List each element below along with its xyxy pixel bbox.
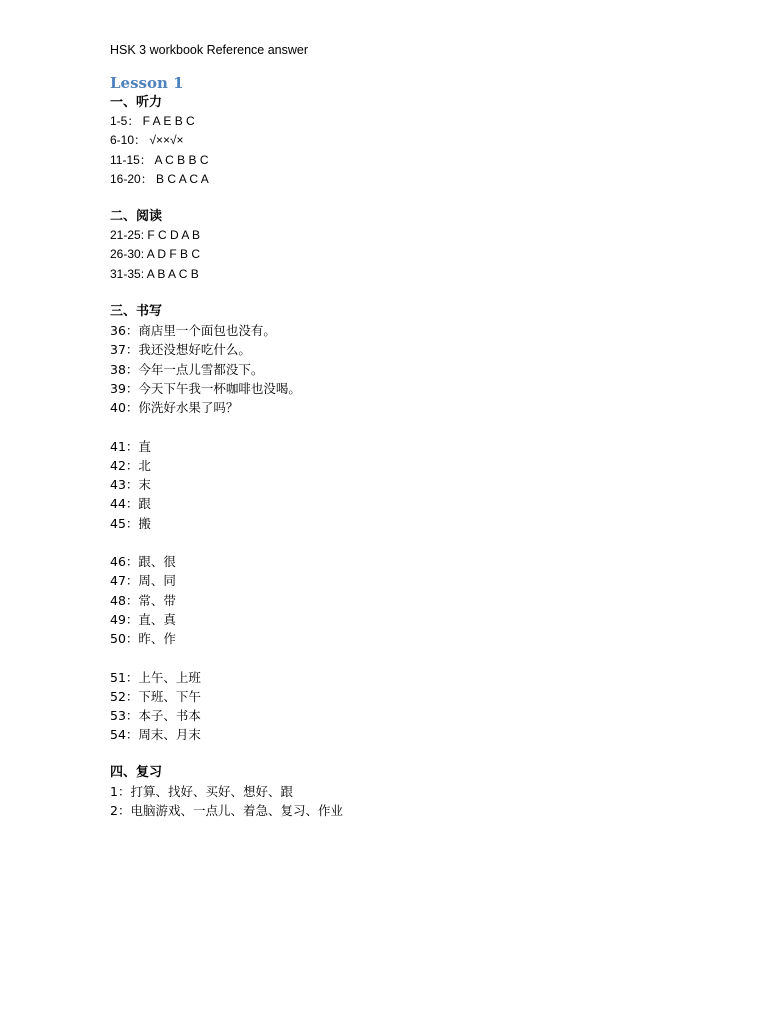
answer-line: 43：末	[110, 477, 151, 493]
answer-line: 26-30: A D F B C	[110, 247, 201, 262]
answer-line: 47：周、同	[110, 573, 176, 589]
answer-line: 16-20： B C A C A	[110, 171, 209, 186]
answer-line: 31-35: A B A C B	[110, 266, 199, 281]
answer-line: 51：上午、上班	[110, 669, 201, 685]
paragraph-spacer	[110, 649, 710, 668]
answer-line: 45：搬	[110, 515, 151, 531]
answer-document	[110, 40, 710, 820]
answer-line: 38：今年一点儿雪都没下。	[110, 361, 264, 377]
section-heading: 四、复习	[110, 764, 163, 780]
answer-line: 46：跟、很	[110, 554, 176, 570]
answer-line: 42：北	[110, 457, 151, 473]
section-heading: 一、听力	[110, 95, 163, 110]
answer-line: 50：昨、作	[110, 631, 176, 647]
answer-line: 37：我还没想好吃什么。	[110, 342, 251, 358]
section-heading: 三、书写	[110, 304, 163, 320]
answer-line: 49：直、真	[110, 611, 176, 627]
answer-line: 36：商店里一个面包也没有。	[110, 323, 276, 339]
section-spacer	[110, 745, 710, 764]
answer-line: 21-25: F C D A B	[110, 228, 201, 243]
section-spacer	[110, 284, 710, 303]
answer-line: 53：本子、书本	[110, 708, 201, 724]
answer-line: 11-15： A C B B C	[110, 152, 209, 167]
answer-line: 54：周末、月末	[110, 727, 201, 743]
section-spacer	[110, 189, 710, 208]
document-title: HSK 3 workbook Reference answer	[110, 43, 309, 57]
lesson-title: Lesson 1	[110, 74, 184, 92]
answer-line: 39：今天下午我一杯咖啡也没喝。	[110, 380, 301, 396]
answer-line: 6-10： √××√×	[110, 133, 184, 148]
answer-line: 2：电脑游戏、一点儿、着急、复习、作业	[110, 803, 343, 819]
answer-line: 44：跟	[110, 496, 151, 512]
answer-line: 52：下班、下午	[110, 688, 201, 704]
answer-line: 1-5： F A E B C	[110, 114, 195, 128]
answer-line: 40：你洗好水果了吗？	[110, 400, 239, 416]
paragraph-spacer	[110, 418, 710, 437]
answer-sections	[110, 94, 710, 820]
answer-line: 48：常、带	[110, 592, 176, 608]
answer-line: 41：直	[110, 438, 151, 454]
answer-line: 1：打算、找好、买好、想好、跟	[110, 783, 293, 799]
paragraph-spacer	[110, 533, 710, 552]
section-heading: 二、阅读	[110, 209, 163, 225]
